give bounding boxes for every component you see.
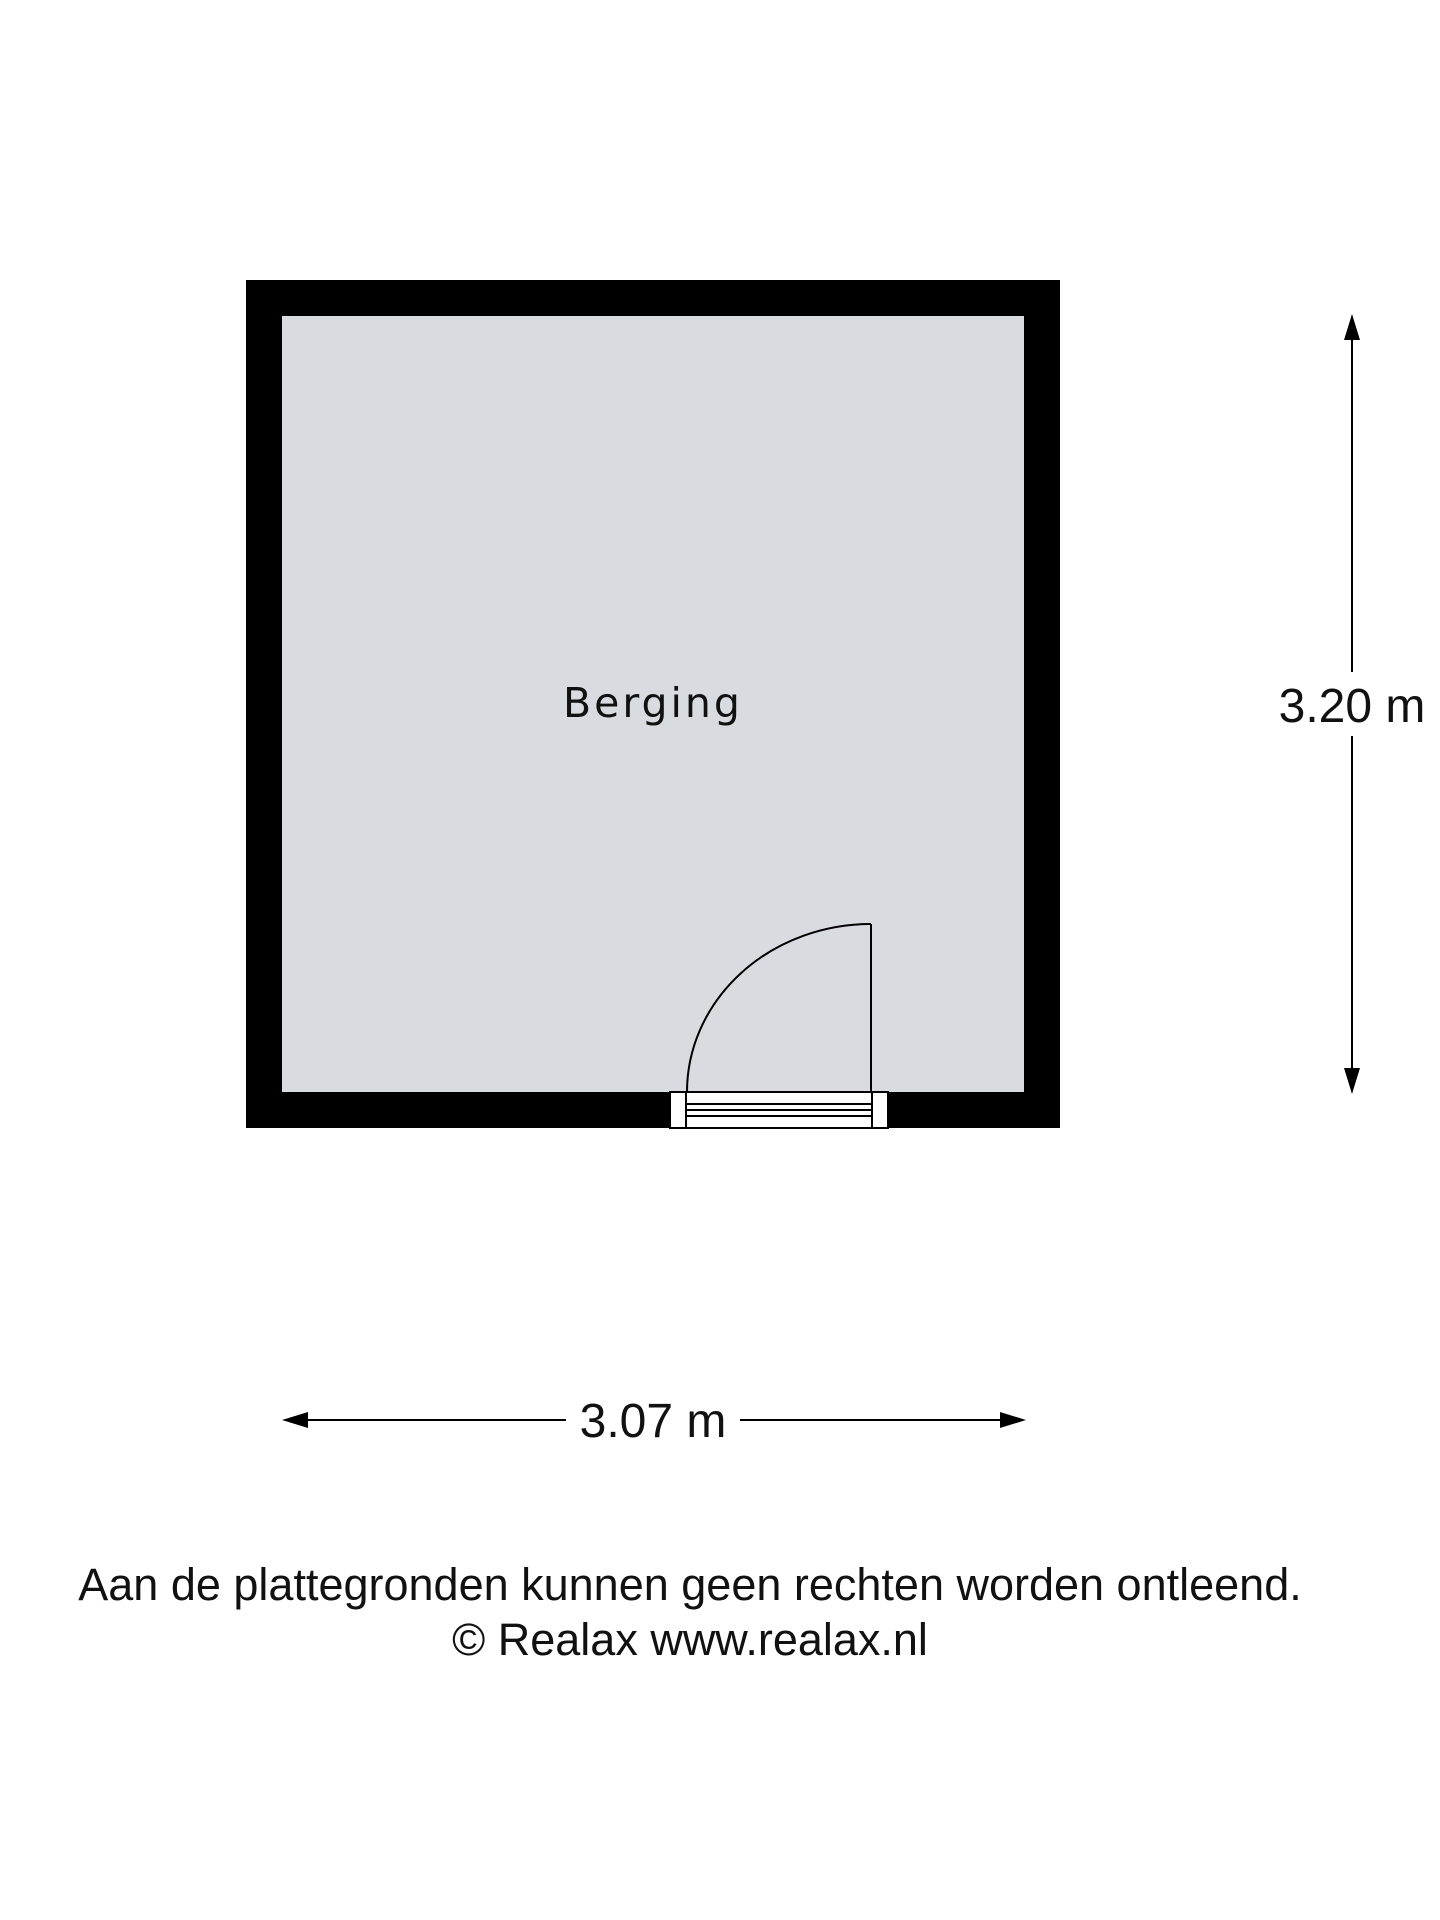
wall-bottom-left bbox=[246, 1092, 670, 1128]
room-label: Berging bbox=[563, 679, 743, 727]
wall-right bbox=[1024, 280, 1060, 1128]
wall-bottom-right bbox=[888, 1092, 1060, 1128]
width-dimension-label: 3.07 m bbox=[579, 1395, 727, 1448]
copyright-text: © Realax www.realax.nl bbox=[452, 1614, 928, 1665]
depth-dimension-label: 3.20 m bbox=[1278, 680, 1426, 733]
wall-left bbox=[246, 280, 282, 1128]
disclaimer-text: Aan de plattegronden kunnen geen rechten worden ontleend. bbox=[78, 1559, 1302, 1610]
wall-top bbox=[246, 280, 1060, 316]
door-threshold bbox=[670, 1092, 888, 1128]
